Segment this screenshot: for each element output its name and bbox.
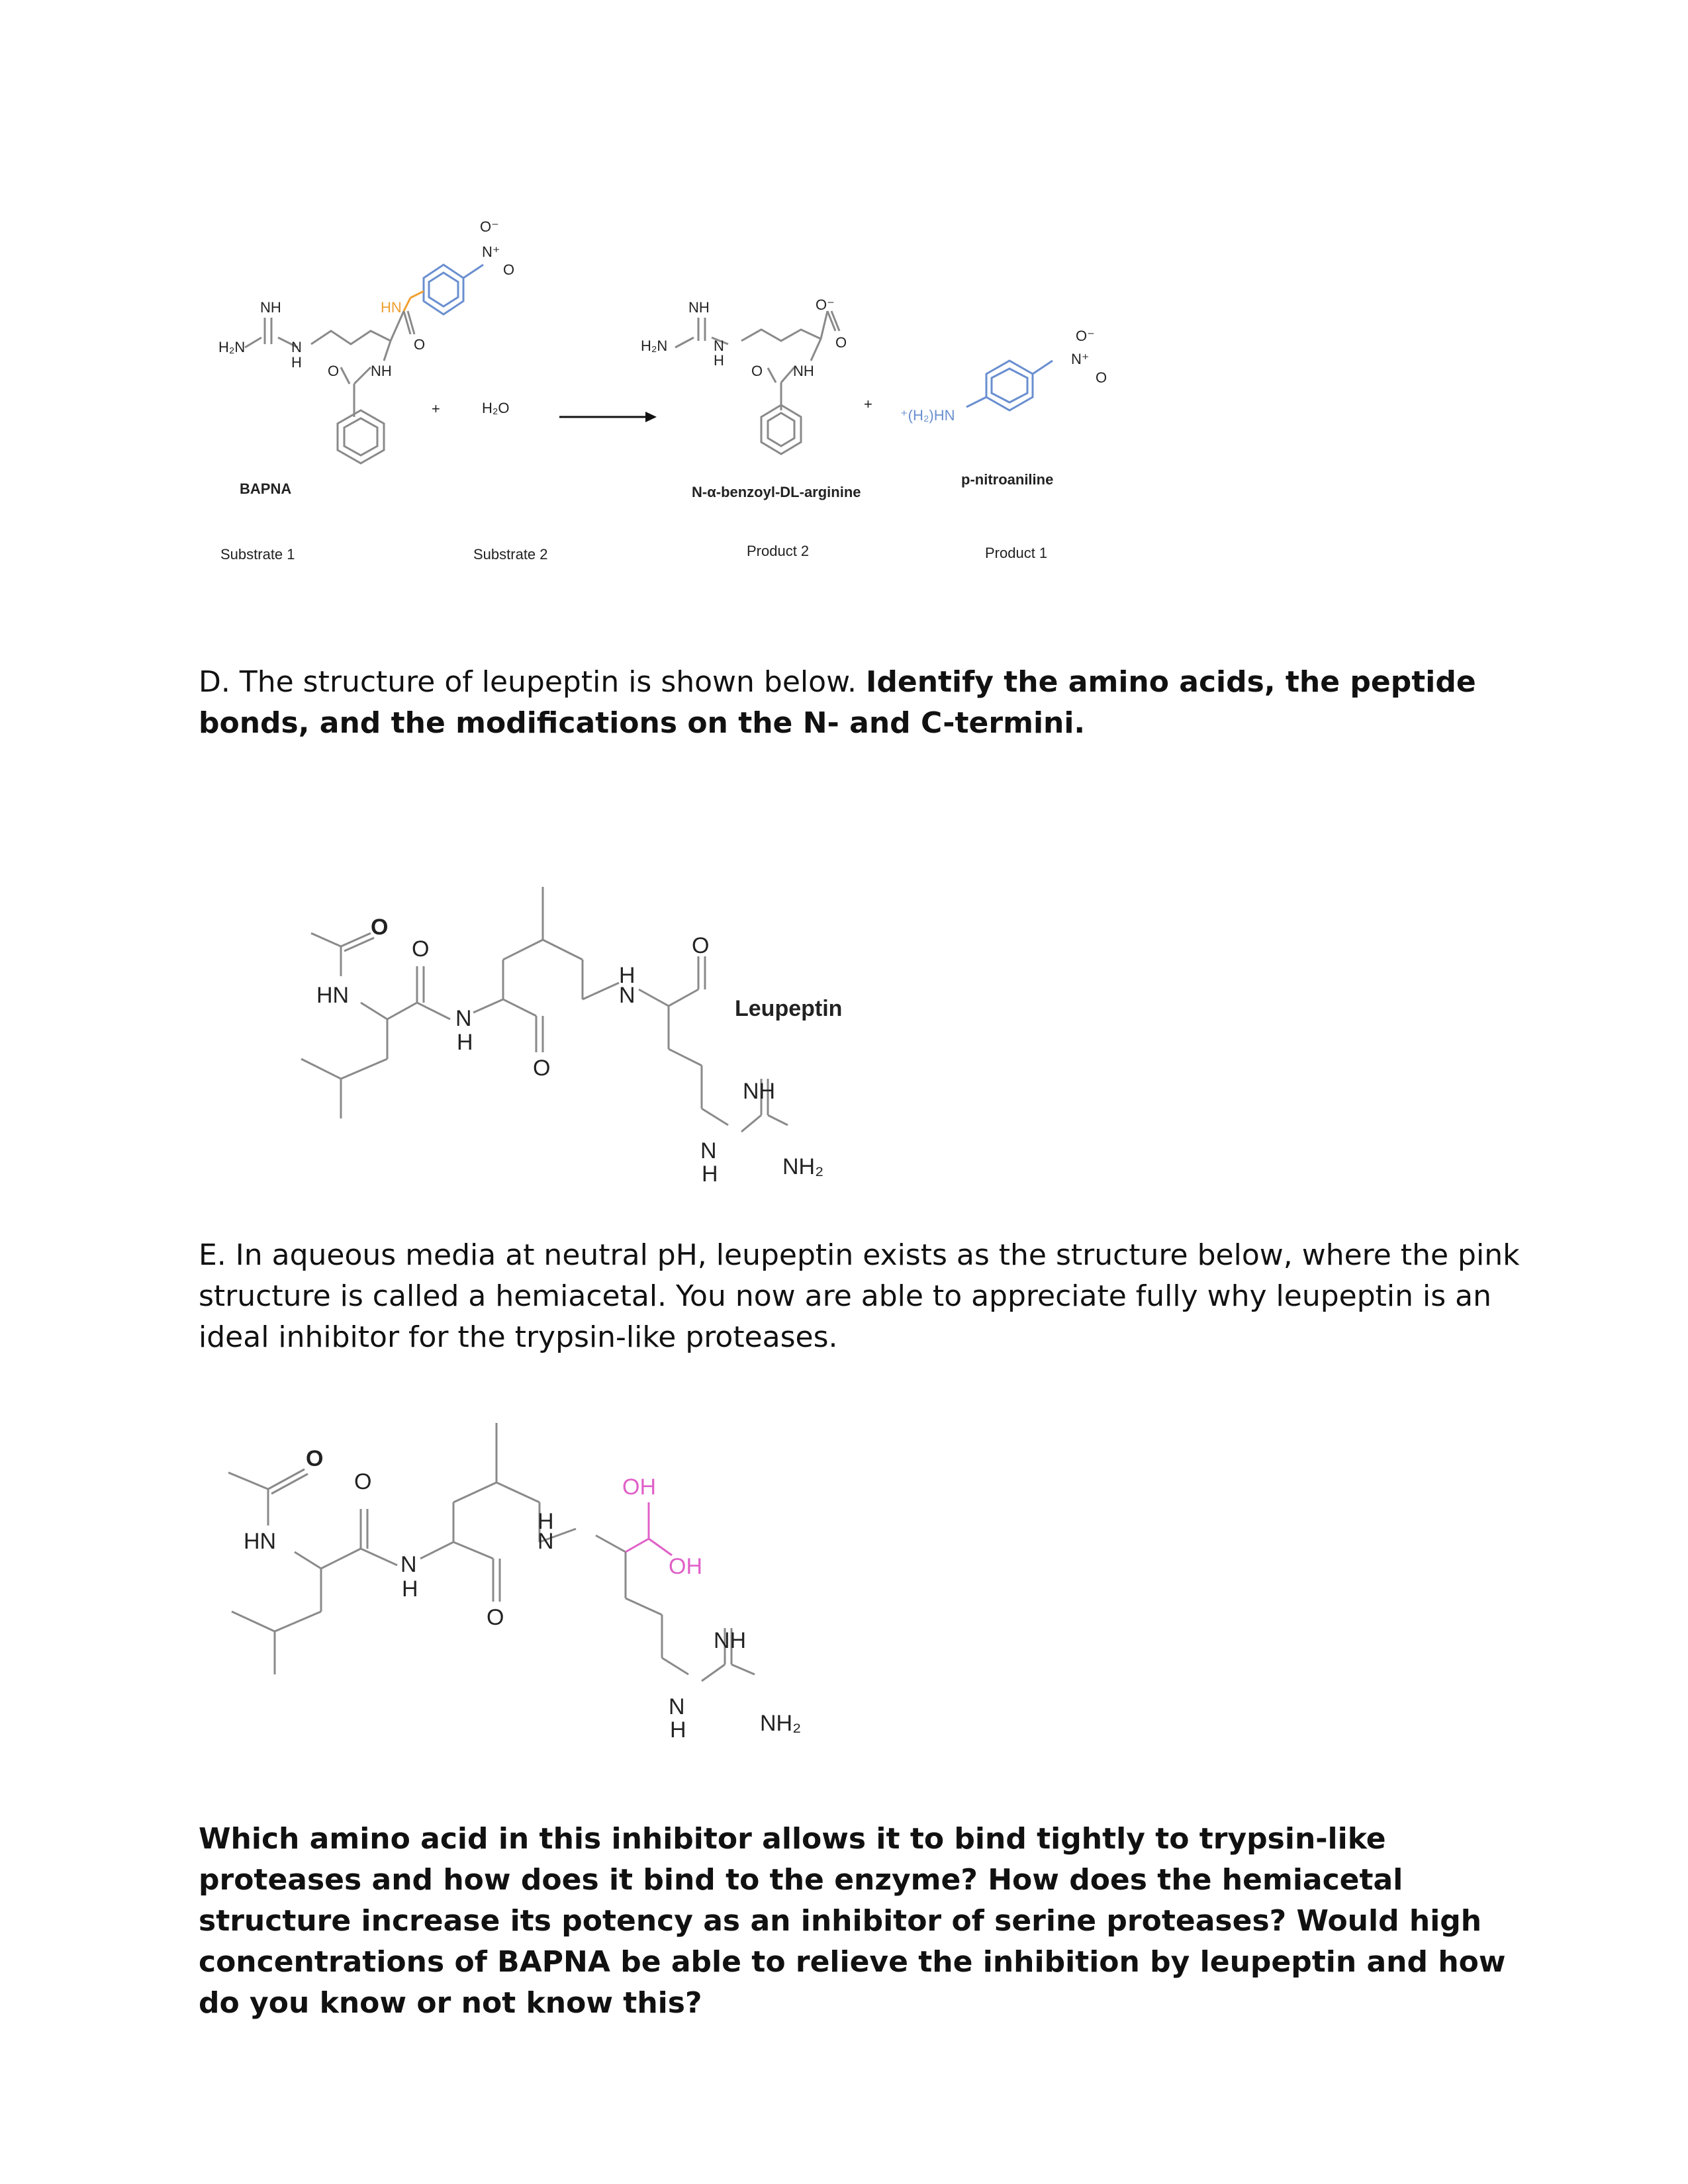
atom-label: O⁻ [1076, 328, 1095, 344]
question-text: Which amino acid in this inhibitor allows it to bind tightly to trypsin-like proteases and how does it bind to the enzyme? How does the hemiacetal structure increase its potency as an inhibitor of serine proteases? Would high concentrations of BAPNA be able to relieve the inhibition by leupeptin and how do you know or not know this? [199, 1822, 1506, 2020]
atom-label: NH [793, 363, 814, 379]
atom-label: N [400, 1552, 417, 1577]
atom-label: O [371, 915, 389, 940]
atom-label: H [619, 963, 635, 988]
section-e-text: E. In aqueous media at neutral pH, leupeptin exists as the structure below, where the pink structure is called a hemiacetal. You now are able to appreciate fully why leupeptin is an ideal inhibitor for the trypsin-like proteases. [199, 1238, 1520, 1354]
atom-label: O [533, 1056, 551, 1081]
product1-role: Product 1 [985, 545, 1048, 561]
atom-label: H [538, 1509, 554, 1534]
atom-label: H₂N [641, 338, 668, 354]
product2-name: N-α-benzoyl-DL-arginine [692, 484, 861, 500]
leupeptin-structure [0, 860, 1688, 1231]
atom-label: H₂N [218, 339, 246, 355]
atom-label: H [402, 1576, 418, 1602]
atom-label: O [354, 1469, 372, 1494]
atom-label: O [487, 1605, 504, 1630]
atom-label: O [414, 336, 426, 353]
atom-label: O [503, 261, 515, 278]
atom-label: O [306, 1446, 324, 1471]
atom-label: O [412, 936, 430, 962]
atom-label: O⁻ [816, 296, 835, 313]
section-d-bold: Identify the amino acids, the peptide bonds, and the modifications on the N- and C-termini. [199, 665, 1476, 740]
atom-label: N [455, 1006, 472, 1031]
substrate1-role: Substrate 1 [220, 546, 295, 563]
atom-label: O [1096, 369, 1107, 386]
reaction-scheme [0, 0, 1688, 596]
atom-label: O [328, 363, 340, 379]
hemiacetal-oh: OH [669, 1554, 702, 1579]
plus-sign: + [864, 396, 872, 412]
atom-label: NH [260, 299, 281, 316]
atom-label: O⁻ [480, 218, 499, 235]
atom-label: NH₂ [782, 1154, 824, 1179]
leupeptin-hemiacetal-structure [0, 1410, 1688, 1780]
atom-label: N⁺ [482, 244, 500, 260]
atom-label: N [619, 983, 635, 1008]
atom-label: N [669, 1694, 685, 1719]
atom-label: ⁺(H₂)HN [900, 407, 955, 424]
atom-label: NH [688, 299, 710, 316]
atom-label: H [714, 352, 724, 369]
atom-label: N [538, 1529, 554, 1554]
section-d-text [199, 662, 1523, 744]
atom-label: H [457, 1030, 473, 1055]
atom-label: N⁺ [1071, 351, 1090, 367]
atom-label: NH [714, 1628, 747, 1653]
leupeptin-title: Leupeptin [735, 996, 843, 1021]
atom-label: NH₂ [760, 1711, 802, 1736]
section-d-prefix: D. The structure of leupeptin is shown below. [199, 665, 866, 699]
atom-label: N [291, 339, 302, 355]
product1-name: p-nitroaniline [961, 471, 1054, 488]
atom-label: HN [244, 1529, 277, 1554]
atom-label: HN [316, 983, 350, 1008]
atom-label: H [702, 1161, 718, 1187]
atom-label: N [700, 1138, 717, 1163]
atom-label: O [751, 363, 763, 379]
atom-label: O [835, 334, 847, 351]
hemiacetal-oh: OH [622, 1475, 656, 1500]
product2-role: Product 2 [747, 543, 810, 559]
bapna-label: BAPNA [240, 480, 292, 497]
water-label: H₂O [482, 400, 510, 416]
atom-label: O [692, 933, 710, 958]
atom-label: HN [381, 299, 402, 316]
atom-label: N [714, 338, 724, 354]
atom-label: NH [371, 363, 392, 379]
plus-sign: + [432, 400, 440, 417]
atom-label: H [291, 354, 302, 371]
atom-label: NH [743, 1079, 776, 1104]
atom-label: H [670, 1717, 686, 1743]
substrate2-role: Substrate 2 [473, 546, 548, 563]
